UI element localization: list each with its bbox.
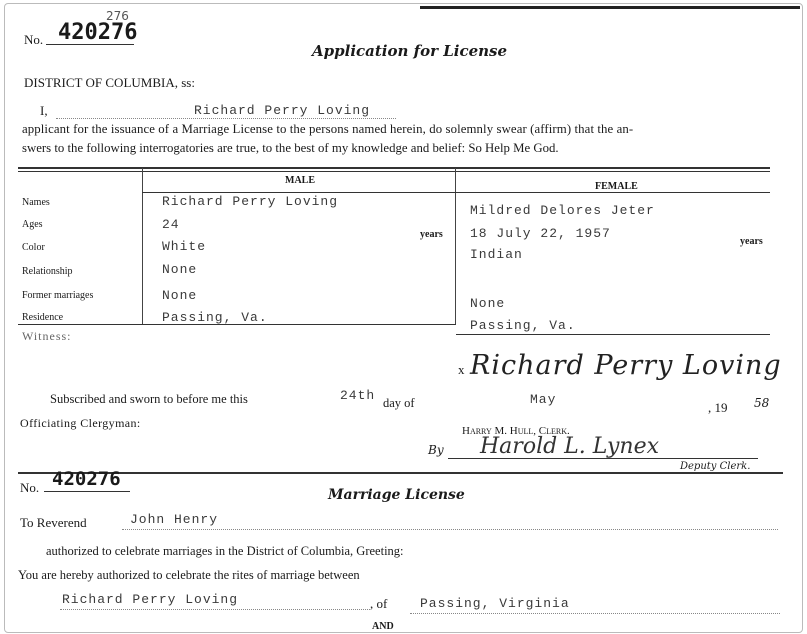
female-residence: Passing, Va.: [470, 318, 576, 333]
reverend-name: John Henry: [130, 512, 219, 527]
female-header: FEMALE: [595, 181, 638, 192]
male-name: Richard Perry Loving: [162, 194, 339, 209]
and-label: AND: [372, 621, 394, 632]
applicant-line: [56, 118, 396, 119]
authorized-text: authorized to celebrate marriages in the District of Columbia, Greeting:: [46, 544, 404, 558]
male-relationship: None: [162, 262, 198, 277]
signature-x: x: [458, 362, 465, 377]
district-label: DISTRICT OF COLUMBIA, ss:: [24, 75, 195, 90]
row-label-ages: Ages: [22, 219, 43, 230]
female-years-label: years: [740, 236, 763, 247]
reverend-line: [122, 529, 778, 530]
table-top-rule: [18, 167, 770, 169]
of-label: , of: [370, 596, 388, 611]
document-border: [4, 3, 803, 633]
row-label-residence: Residence: [22, 312, 64, 323]
groom-place: Passing, Virginia: [420, 596, 570, 611]
female-color: Indian: [470, 247, 523, 262]
male-header: MALE: [285, 175, 315, 186]
applicant-signature: Richard Perry Loving: [470, 350, 782, 381]
row-label-color: Color: [22, 242, 45, 253]
deputy-clerk-label: Deputy Clerk.: [680, 461, 751, 472]
deputy-clerk-signature: Harold L. Lynex: [480, 434, 660, 459]
witness-label: Witness:: [22, 329, 72, 343]
handwritten-number: 276: [106, 9, 129, 23]
table-header-rule: [142, 192, 770, 193]
female-former-marriages: None: [470, 296, 506, 311]
sworn-month: May: [530, 392, 557, 407]
table-bottom-rule-right: [456, 334, 770, 335]
deputy-signature-line: [448, 458, 758, 459]
license-no-label: No.: [20, 480, 40, 495]
oath-line-1: applicant for the issuance of a Marriage License to the persons named herein, do solemnly swear (affirm) that the an-: [22, 122, 634, 136]
sworn-year-prefix: , 19: [708, 400, 728, 415]
page-title: Application for License: [312, 42, 508, 60]
by-label: By: [428, 443, 444, 457]
license-title: Marriage License: [328, 487, 465, 503]
male-residence: Passing, Va.: [162, 310, 268, 325]
clerk-name: Harry M. Hull, Clerk.: [462, 425, 570, 437]
i-label: I,: [40, 103, 48, 118]
row-label-relationship: Relationship: [22, 266, 73, 277]
groom-place-line: [410, 613, 780, 614]
section-divider: [18, 472, 783, 474]
male-former-marriages: None: [162, 288, 198, 303]
sworn-text: Subscribed and sworn to before me this: [50, 392, 248, 406]
sworn-day: 24th: [340, 388, 376, 403]
license-number-underline: [44, 491, 130, 492]
groom-name: Richard Perry Loving: [62, 592, 239, 607]
top-edge-line: [420, 6, 800, 9]
to-reverend-label: To Reverend: [20, 515, 87, 530]
male-years-label: years: [420, 229, 443, 240]
license-number: 420276: [52, 468, 121, 490]
row-label-names: Names: [22, 197, 50, 208]
sworn-year-suffix: 58: [754, 396, 770, 410]
oath-line-2: swers to the following interrogatories are true, to the best of my knowledge and belief: So Help Me God.: [22, 141, 559, 155]
groom-line: [60, 609, 370, 610]
female-age: 18 July 22, 1957: [470, 226, 611, 241]
number-underline: [46, 44, 134, 45]
clergyman-label: Officiating Clergyman:: [20, 416, 141, 430]
table-top-rule-2: [18, 171, 770, 172]
hereby-text: You are hereby authorized to celebrate the rites of marriage between: [18, 568, 360, 582]
male-age: 24: [162, 217, 180, 232]
sworn-day-label: day of: [383, 396, 415, 410]
male-color: White: [162, 239, 207, 254]
table-bottom-rule: [18, 324, 456, 325]
row-label-former-marriages: Former marriages: [22, 290, 94, 301]
applicant-name: Richard Perry Loving: [194, 103, 371, 118]
document-number: 420276: [58, 20, 138, 45]
no-label: No.: [24, 32, 44, 47]
female-name: Mildred Delores Jeter: [470, 203, 655, 218]
